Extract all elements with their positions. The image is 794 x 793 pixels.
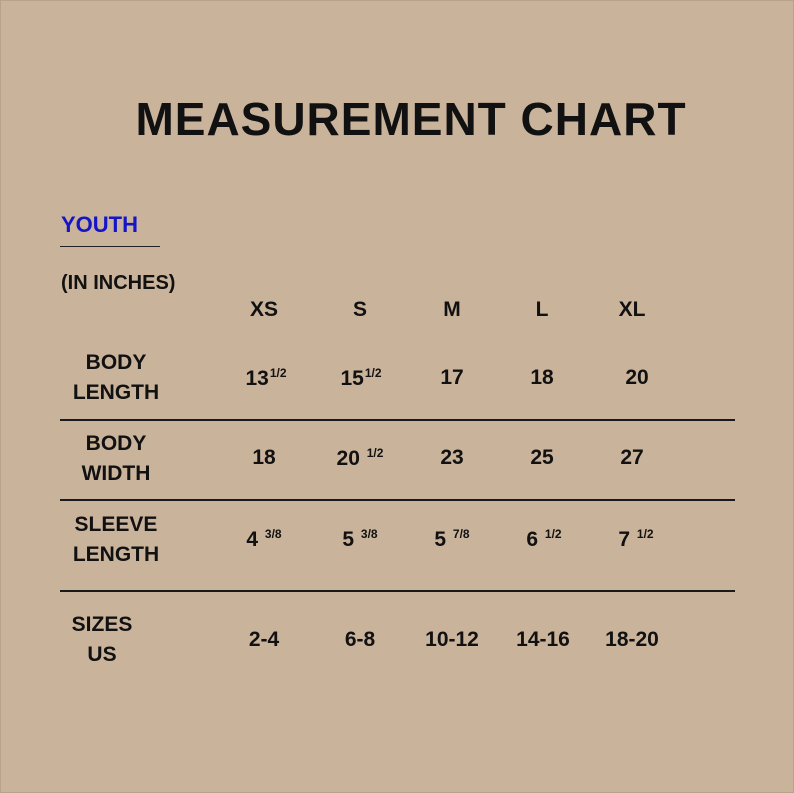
row-label-sleeve-length — [73, 510, 159, 570]
row-label-line: LENGTH — [72, 381, 160, 404]
row-label-body-length — [73, 348, 159, 408]
row-divider — [60, 419, 735, 421]
row-label-sizes-us — [72, 610, 133, 670]
row-label-line: BODY — [85, 432, 147, 455]
row-divider — [60, 499, 735, 501]
row-label-line: SLEEVE — [74, 513, 158, 536]
units-label: (IN INCHES) — [61, 272, 176, 294]
table-cell: 6 $^{1/2}$ — [526, 527, 562, 551]
table-cell: 5 $^{7/8}$ — [434, 527, 470, 551]
column-header-s: S — [352, 298, 368, 321]
column-header-xs: XS — [249, 298, 279, 321]
table-cell: $13^{1/2}$ — [245, 366, 287, 390]
table-cell: 20 $^{1/2}$ — [336, 446, 384, 470]
table-cell: 7 $^{1/2}$ — [618, 527, 654, 551]
table-cell: 18 — [530, 366, 554, 389]
table-cell: 4 $^{3/8}$ — [246, 527, 282, 551]
category-label: YOUTH — [61, 212, 138, 237]
table-cell: 14-16 — [516, 628, 570, 651]
row-label-line: BODY — [85, 351, 147, 374]
table-cell: 20 — [625, 366, 649, 389]
column-header-m: M — [443, 298, 461, 321]
table-cell: 10-12 — [425, 628, 479, 651]
table-cell: $15^{1/2}$ — [340, 366, 382, 390]
table-cell: 6-8 — [344, 628, 376, 651]
row-label-body-width — [82, 429, 151, 489]
row-divider — [60, 590, 735, 592]
column-header-l: L — [535, 298, 549, 321]
row-label-line: LENGTH — [72, 543, 160, 566]
row-label-line: US — [87, 643, 117, 666]
table-cell: 23 — [440, 446, 464, 469]
table-cell: 2-4 — [248, 628, 280, 651]
table-cell: 5 $^{3/8}$ — [342, 527, 378, 551]
table-cell: 18-20 — [605, 628, 659, 651]
column-header-xl: XL — [618, 298, 646, 321]
table-cell: 25 — [530, 446, 554, 469]
table-cell: 17 — [440, 366, 464, 389]
table-cell: 18 — [252, 446, 276, 469]
category-underline — [60, 246, 160, 247]
page-title: MEASUREMENT CHART — [135, 93, 687, 145]
table-cell: 27 — [620, 446, 644, 469]
row-label-line: SIZES — [71, 613, 133, 636]
row-label-line: WIDTH — [81, 462, 151, 485]
